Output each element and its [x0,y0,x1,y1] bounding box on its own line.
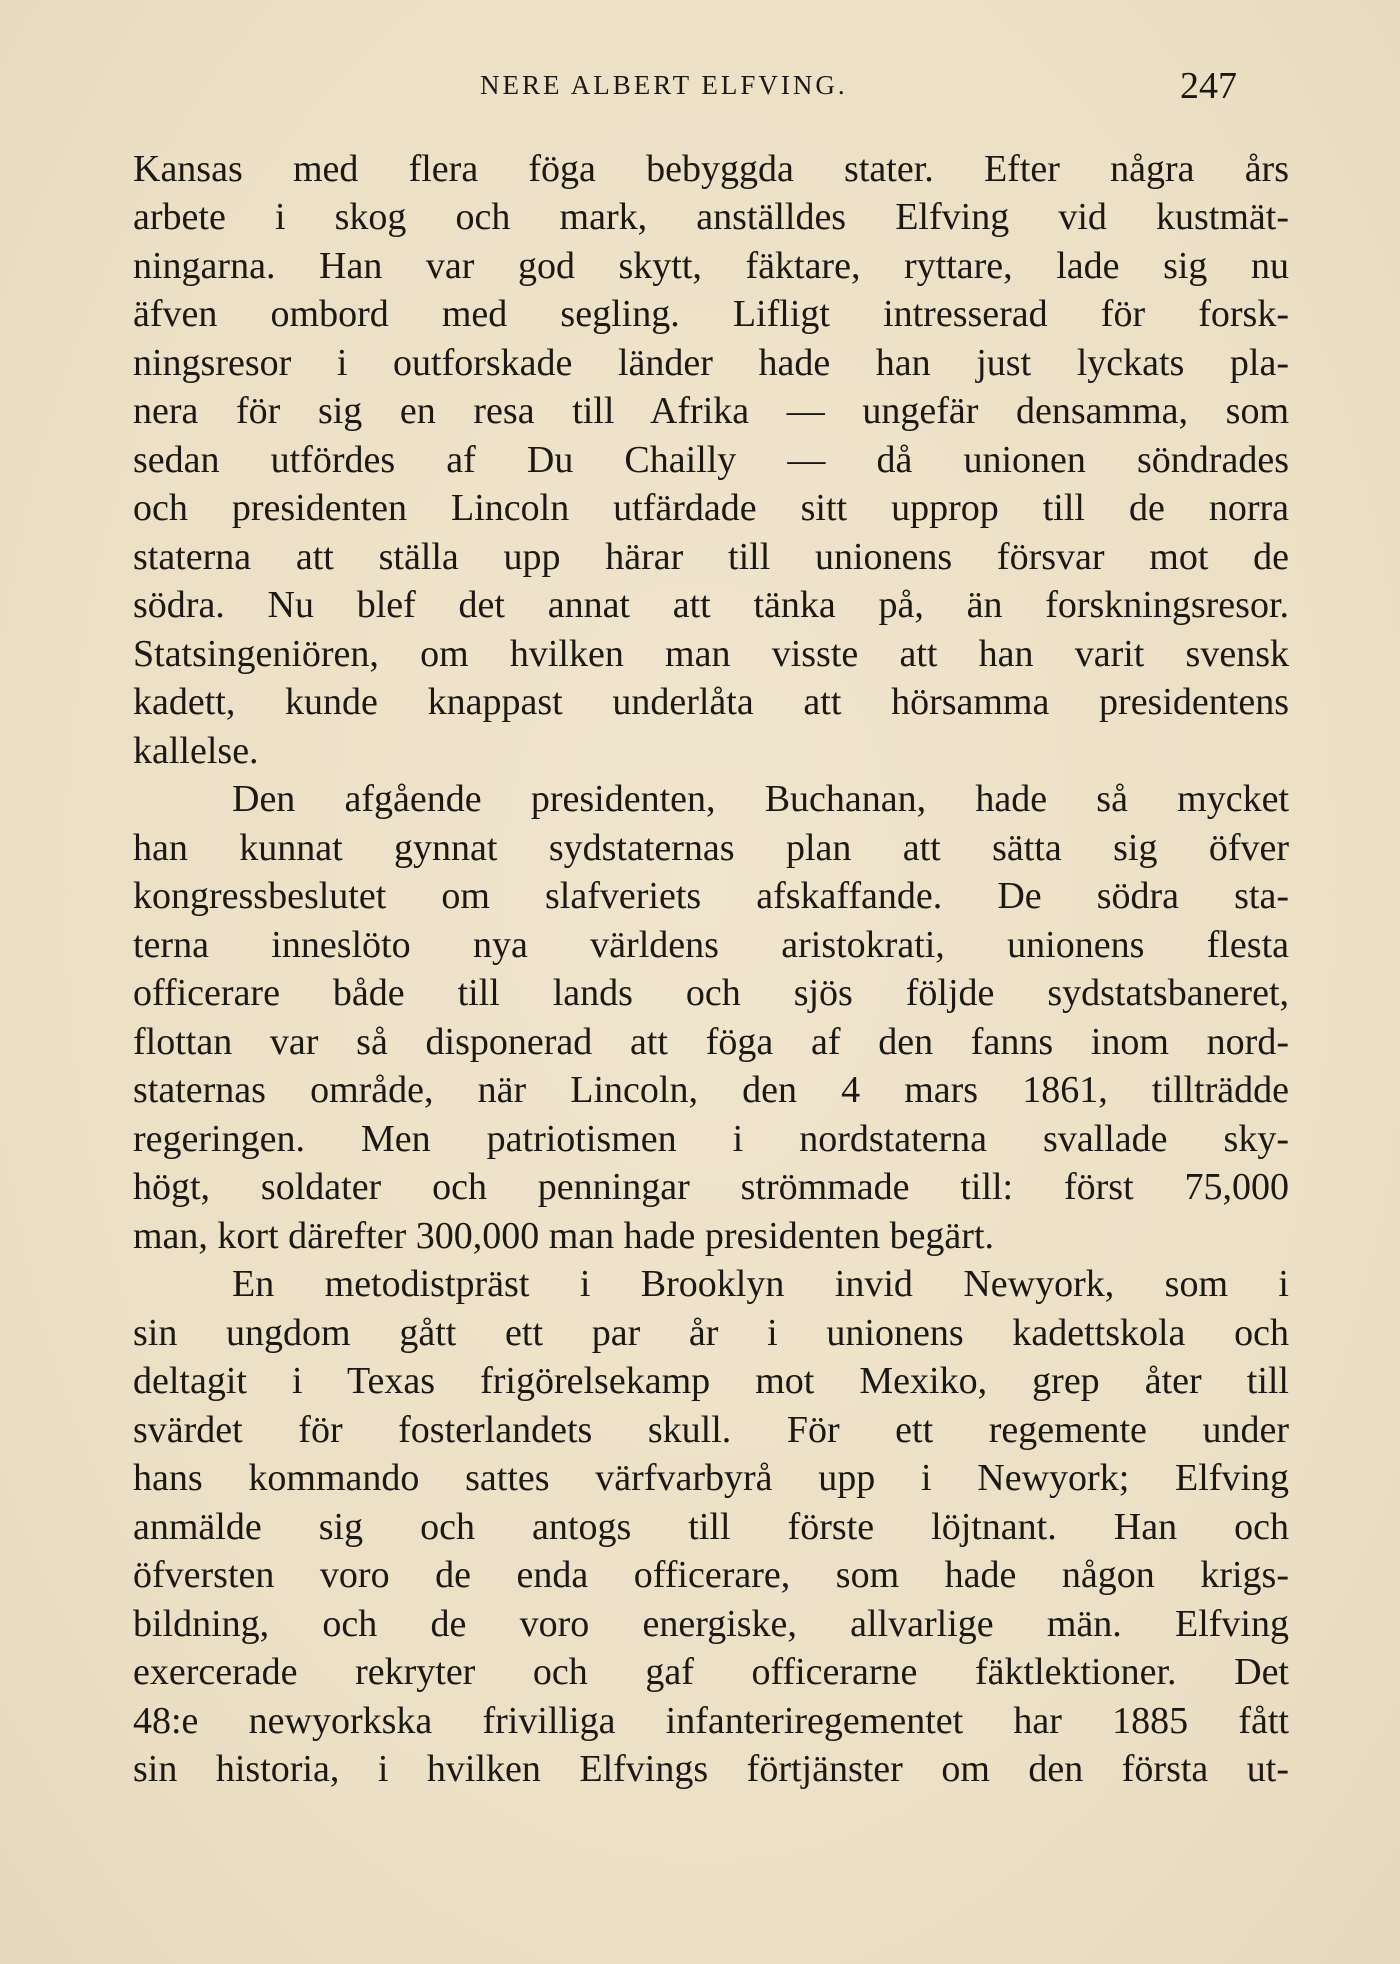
text-line: ningsresor i outforskade länder hade han just lyckats pla- [133,342,1289,384]
text-line: sin ungdom gått ett par år i unionens kadettskola och [133,1312,1289,1354]
text-line: hans kommando sattes värfvarbyrå upp i Newyork; Elfving [133,1457,1289,1499]
text-line: nera för sig en resa till Afrika — ungefär densamma, som [133,390,1289,432]
text-line: Statsingeniören, om hvilken man visste att han varit svensk [133,633,1289,675]
text-line: kallelse. [133,730,259,772]
running-head: NERE ALBERT ELFVING. [480,70,848,100]
text-line: och presidenten Lincoln utfärdade sitt upprop till de norra [133,487,1289,529]
text-line: regeringen. Men patriotismen i nordstaterna svallade sky- [133,1118,1289,1160]
text-line: kadett, kunde knappast underlåta att hörsamma presidentens [133,681,1289,723]
text-line: deltagit i Texas frigörelsekamp mot Mexiko, grep åter till [133,1360,1289,1402]
text-line: man, kort därefter 300,000 man hade presidenten begärt. [133,1215,995,1257]
text-line: ningarna. Han var god skytt, fäktare, ryttare, lade sig nu [133,245,1289,287]
text-line: bildning, och de voro energiske, allvarlige män. Elfving [133,1603,1289,1645]
text-line: anmälde sig och antogs till förste löjtnant. Han och [133,1506,1289,1548]
text-line: sin historia, i hvilken Elfvings förtjänster om den första ut- [133,1748,1289,1790]
text-line: södra. Nu blef det annat att tänka på, än forskningsresor. [133,584,1289,626]
text-line: En metodistpräst i Brooklyn invid Newyork, som i [232,1263,1289,1305]
text-line: officerare både till lands och sjös följde sydstatsbaneret, [133,972,1289,1014]
text-line: flottan var så disponerad att föga af den fanns inom nord- [133,1021,1289,1063]
text-line: staterna att ställa upp härar till unionens försvar mot de [133,536,1289,578]
text-line: svärdet för fosterlandets skull. För ett regemente under [133,1409,1289,1451]
text-line: sedan utfördes af Du Chailly — då unionen söndrades [133,439,1289,481]
text-line: 48:e newyorkska frivilliga infanteriregementet har 1885 fått [133,1700,1289,1742]
text-line: exercerade rekryter och gaf officerarne fäktlektioner. Det [133,1651,1289,1693]
text-line: han kunnat gynnat sydstaternas plan att sätta sig öfver [133,827,1289,869]
text-line: Kansas med flera föga bebyggda stater. Efter några års [133,148,1289,190]
text-line: terna inneslöto nya världens aristokrati, unionens flesta [133,924,1289,966]
text-line: kongressbeslutet om slafveriets afskaffande. De södra sta- [133,875,1289,917]
text-line: Den afgående presidenten, Buchanan, hade så mycket [232,778,1289,820]
text-line: högt, soldater och penningar strömmade till: först 75,000 [133,1166,1289,1208]
page-number: 247 [1180,65,1237,107]
text-line: arbete i skog och mark, anställdes Elfving vid kustmät- [133,196,1289,238]
text-line: öfversten voro de enda officerare, som hade någon krigs- [133,1554,1289,1596]
text-line: staternas område, när Lincoln, den 4 mars 1861, tillträdde [133,1069,1289,1111]
text-line: äfven ombord med segling. Lifligt intresserad för forsk- [133,293,1289,335]
